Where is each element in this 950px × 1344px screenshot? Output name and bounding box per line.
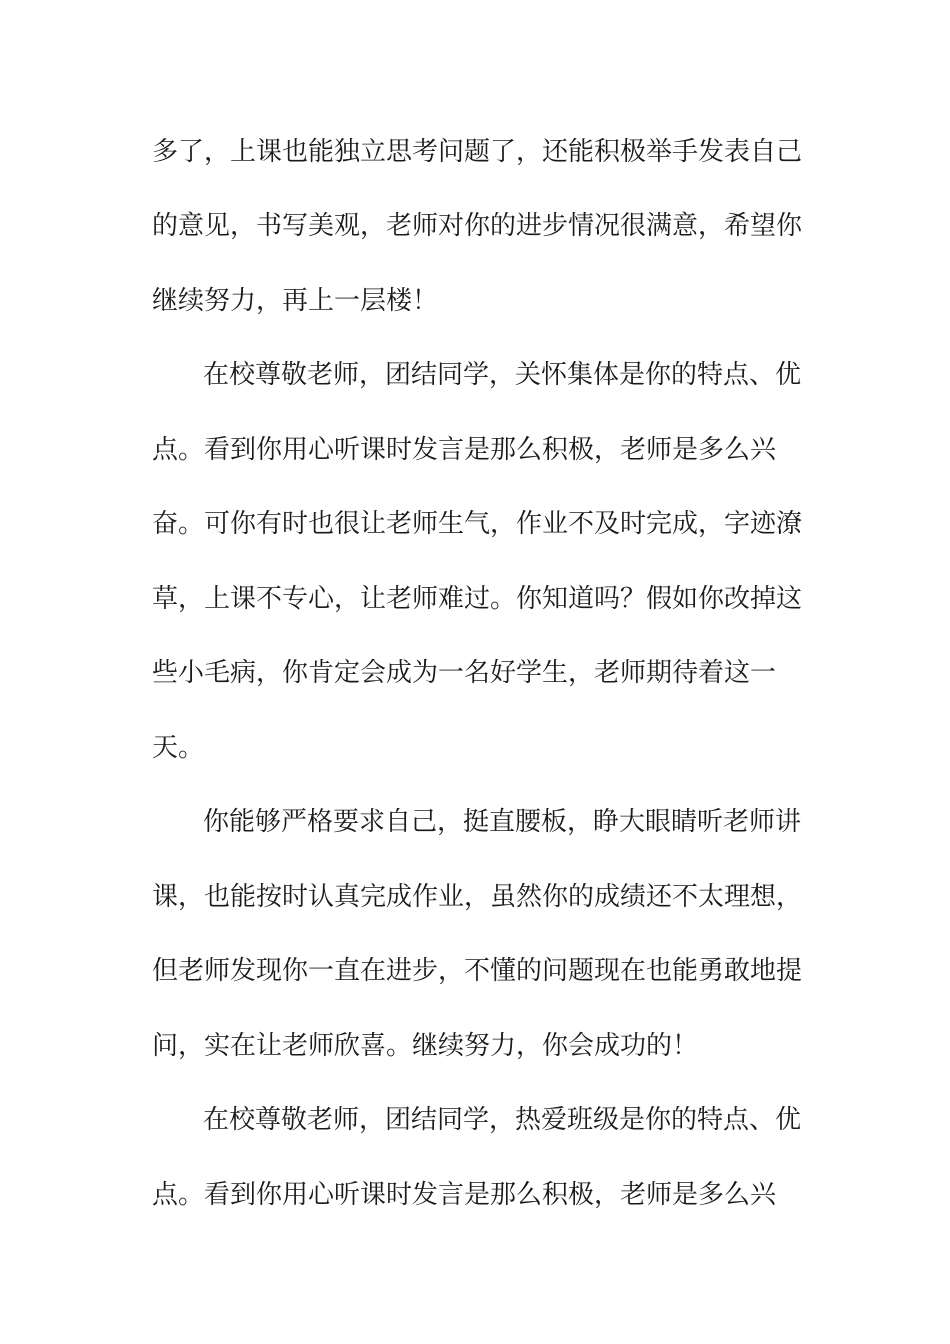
text-line-14-paragraph-start: 在校尊敬老师，团结同学，热爱班级是你的特点、优 — [203, 1105, 802, 1135]
text-line-12: 但老师发现你一直在进步，不懂的问题现在也能勇敢地提 — [152, 956, 803, 986]
text-line-15: 点。看到你用心听课时发言是那么积极，老师是多么兴 — [152, 1180, 777, 1210]
text-line-8: 些小毛病，你肯定会成为一名好学生，老师期待着这一 — [152, 658, 777, 688]
text-line-10-paragraph-start: 你能够严格要求自己，挺直腰板，睁大眼睛听老师讲 — [203, 807, 802, 837]
text-line-4-paragraph-start: 在校尊敬老师，团结同学，关怀集体是你的特点、优 — [203, 360, 802, 390]
text-line-9: 天。 — [152, 733, 205, 763]
text-line-3: 继续努力，再上一层楼！ — [152, 286, 439, 316]
text-line-5: 点。看到你用心听课时发言是那么积极，老师是多么兴 — [152, 435, 777, 465]
text-line-13: 问，实在让老师欣喜。继续努力，你会成功的！ — [152, 1031, 699, 1061]
text-line-1: 多了，上课也能独立思考问题了，还能积极举手发表自己 — [152, 137, 803, 167]
text-line-2: 的意见，书写美观，老师对你的进步情况很满意，希望你 — [152, 211, 803, 241]
text-line-7: 草，上课不专心，让老师难过。你知道吗？假如你改掉这 — [152, 584, 803, 614]
text-line-11: 课，也能按时认真完成作业，虽然你的成绩还不太理想， — [152, 882, 803, 912]
text-line-6: 奋。可你有时也很让老师生气，作业不及时完成，字迹潦 — [152, 509, 803, 539]
